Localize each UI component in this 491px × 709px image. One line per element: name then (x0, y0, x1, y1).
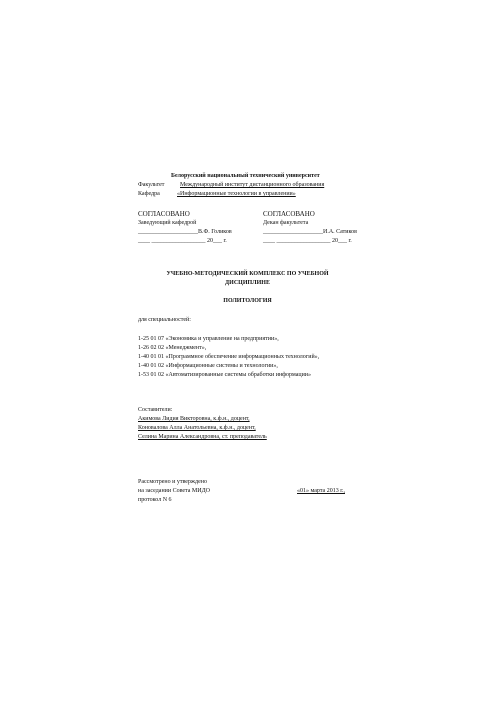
complex-title-line1: УЧЕБНО-МЕТОДИЧЕСКИЙ КОМПЛЕКС ПО УЧЕБНОЙ (166, 271, 329, 277)
review-line2: на заседании Совета МИДО (138, 488, 210, 494)
specialty-item: 1-25 01 07 «Экономика и управление на предприятии», (138, 336, 279, 342)
specialty-item: 1-40 01 01 «Программное обеспечение информационных технологий», (138, 354, 320, 360)
authors-label: Составители: (138, 407, 173, 413)
department-value: «Информационные технологии в управлении» (177, 191, 296, 197)
author-item: Коновалова Алла Анатольевна, к.ф.н., доцент, (138, 425, 256, 431)
approval-right-role: Декан факультета (263, 220, 309, 226)
approval-right-signature: ____________________И.А. Сатиков (263, 229, 357, 235)
approval-left-role: Заведующий кафедрой (138, 220, 197, 226)
review-line1: Рассмотрено и утверждено (138, 479, 207, 485)
approval-left-title: СОГЛАСОВАНО (138, 210, 190, 218)
review-date: «01» марта 2013 г., (297, 488, 345, 494)
faculty-label: Факультет (138, 182, 165, 188)
faculty-value: Международный институт дистанционного образования (180, 182, 325, 188)
approval-left-date: ____ __________________ 20___ г. (138, 238, 227, 244)
university-name: Белорусский национальный технический университет (171, 173, 320, 179)
specialty-item: 1-53 01 02 «Автоматизированные системы обработки информации» (138, 372, 312, 378)
complex-title-line2: ДИСЦИПЛИНЕ (225, 280, 270, 286)
specialty-item: 1-40 01 02 «Информационные системы и технологии», (138, 363, 278, 369)
specialty-item: 1-26 02 02 «Менеджмент», (138, 345, 207, 351)
department-label: Кафедра (138, 191, 160, 197)
approval-right-date: ____ __________________ 20___ г. (263, 238, 352, 244)
for-specialties-label: для специальностей: (138, 317, 191, 323)
review-protocol: протокол N 6 (138, 497, 172, 503)
author-item: Акимова Лидия Викторовна, к.ф.н., доцент, (138, 416, 250, 422)
approval-right-title: СОГЛАСОВАНО (263, 210, 315, 218)
author-item: Селина Марина Александровна, ст. преподаватель (138, 434, 267, 440)
approval-left-signature: ____________________В.Ф. Голиков (138, 229, 232, 235)
subject-title: ПОЛИТОЛОГИЯ (223, 298, 272, 304)
